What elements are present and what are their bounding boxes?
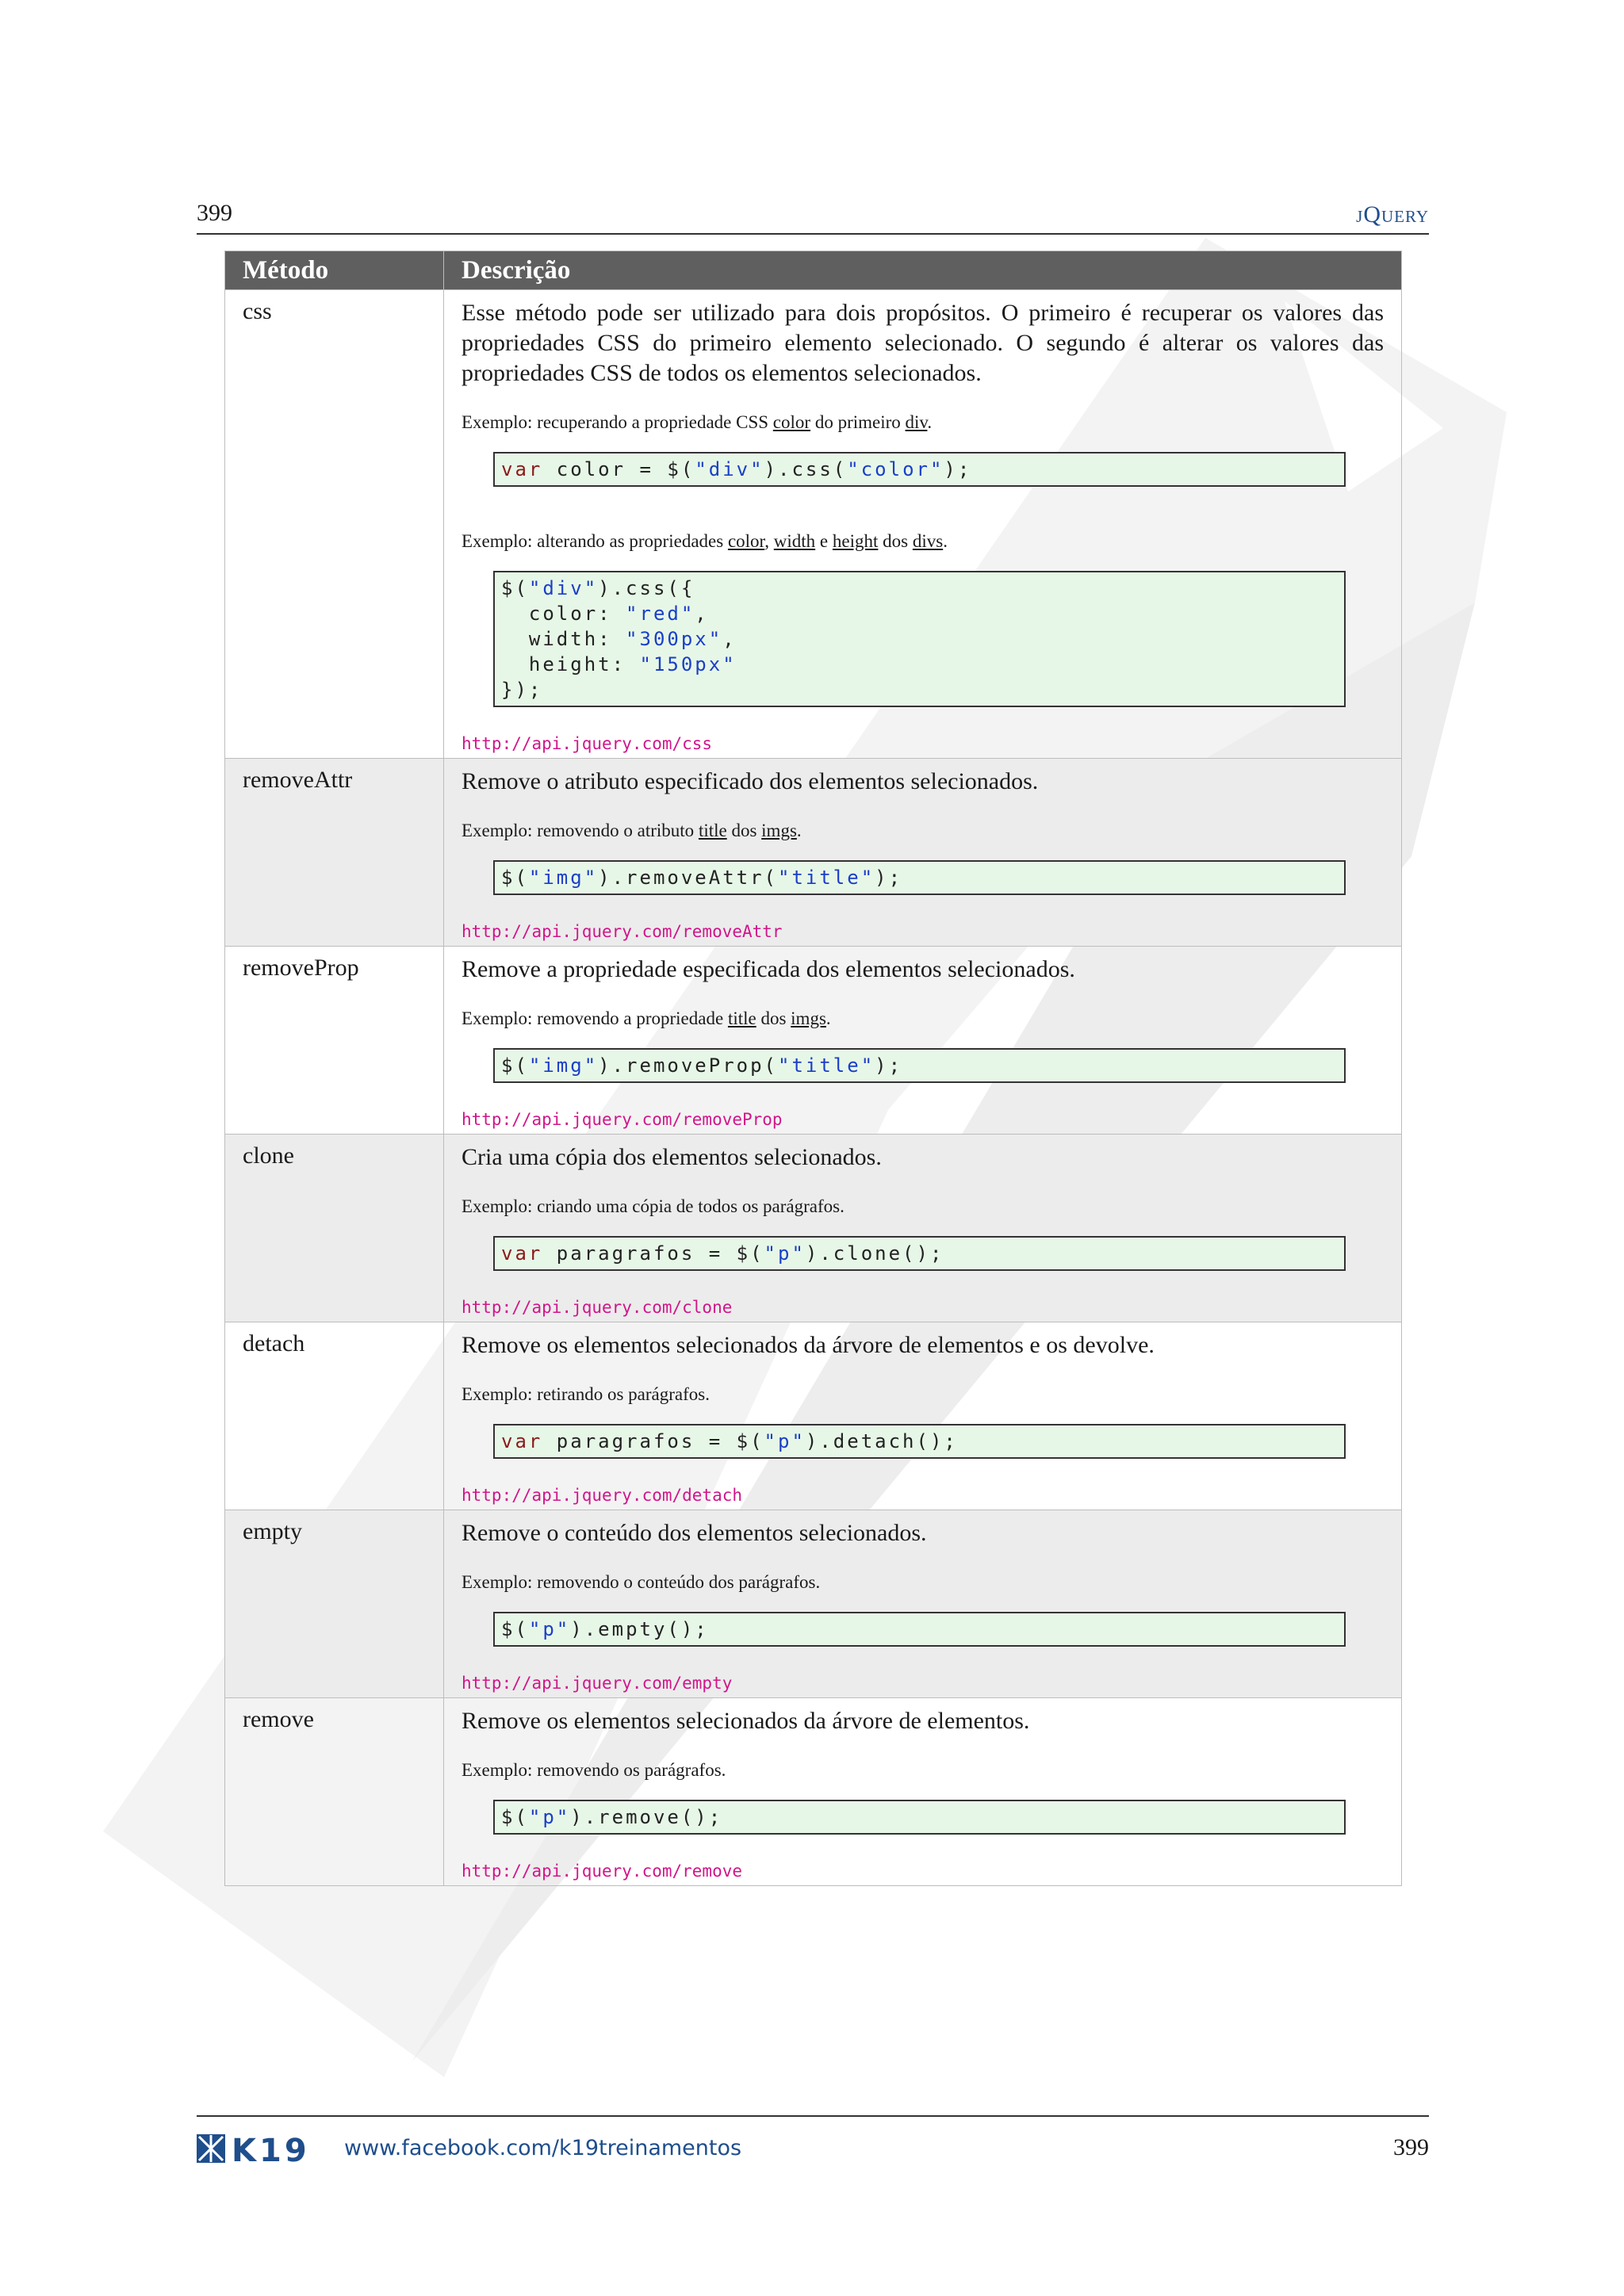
- header-page-number: 399: [197, 200, 232, 226]
- table-row: [225, 759, 1402, 947]
- svg-text:K19: K19: [232, 2133, 310, 2164]
- table-row: [225, 1698, 1402, 1886]
- example-caption: Exemplo: removendo a propriedade title dos imgs.: [462, 1008, 831, 1028]
- api-link-remove[interactable]: http://api.jquery.com/remove: [462, 1862, 743, 1881]
- method-description-cell: [444, 290, 1402, 759]
- api-link-css[interactable]: http://api.jquery.com/css: [462, 734, 713, 753]
- methods-table: [224, 251, 1402, 1886]
- api-link-clone[interactable]: http://api.jquery.com/clone: [462, 1298, 733, 1317]
- method-name: css: [225, 290, 444, 759]
- example-caption: Exemplo: alterando as propriedades color, width e height dos divs.: [462, 531, 948, 551]
- api-link-removeprop[interactable]: http://api.jquery.com/removeProp: [462, 1110, 783, 1129]
- col-header-description: Descrição: [444, 251, 1402, 290]
- code-block: $("p").remove();: [493, 1800, 1346, 1835]
- footer-facebook-link[interactable]: www.facebook.com/k19treinamentos: [344, 2136, 742, 2160]
- k19-logo: [197, 2133, 317, 2164]
- method-description-cell: [444, 1322, 1402, 1510]
- code-block: var paragrafos = $("p").clone();: [493, 1236, 1346, 1271]
- table-row: [225, 1510, 1402, 1698]
- code-block: $("p").empty();: [493, 1612, 1346, 1647]
- method-description-cell: [444, 947, 1402, 1135]
- method-description: Remove o conteúdo dos elementos selecionados.: [462, 1520, 927, 1546]
- method-description: Remove a propriedade especificada dos elementos selecionados.: [462, 956, 1075, 982]
- code-block: $("img").removeAttr("title");: [493, 860, 1346, 895]
- table-header-row: [225, 251, 1402, 290]
- method-description: Remove os elementos selecionados da árvore de elementos.: [462, 1708, 1030, 1734]
- method-name: removeAttr: [225, 759, 444, 947]
- method-description-cell: [444, 759, 1402, 947]
- method-name: detach: [225, 1322, 444, 1510]
- api-link-empty[interactable]: http://api.jquery.com/empty: [462, 1674, 733, 1693]
- chapter-title: jQuery: [1356, 201, 1429, 228]
- api-link-removeattr[interactable]: http://api.jquery.com/removeAttr: [462, 922, 783, 941]
- code-block: $("div").css({ color: "red", width: "300px", height: "150px" });: [493, 571, 1346, 707]
- api-link-detach[interactable]: http://api.jquery.com/detach: [462, 1486, 743, 1505]
- example-caption: Exemplo: recuperando a propriedade CSS color do primeiro div.: [462, 412, 933, 432]
- example-caption: Exemplo: removendo o conteúdo dos parágrafos.: [462, 1572, 821, 1592]
- example-caption: Exemplo: removendo o atributo title dos imgs.: [462, 821, 802, 840]
- table-row: [225, 1135, 1402, 1322]
- example-caption: Exemplo: retirando os parágrafos.: [462, 1384, 710, 1404]
- method-description-cell: [444, 1510, 1402, 1698]
- method-name: remove: [225, 1698, 444, 1886]
- page-header: [197, 198, 1429, 235]
- example-caption: Exemplo: criando uma cópia de todos os parágrafos.: [462, 1196, 845, 1216]
- method-description: Cria uma cópia dos elementos selecionados.: [462, 1144, 882, 1170]
- method-description: Remove o atributo especificado dos elementos selecionados.: [462, 768, 1039, 794]
- col-header-method: Método: [225, 251, 444, 290]
- method-name: removeProp: [225, 947, 444, 1135]
- code-block: $("img").removeProp("title");: [493, 1048, 1346, 1083]
- method-name: empty: [225, 1510, 444, 1698]
- example-caption: Exemplo: removendo os parágrafos.: [462, 1760, 726, 1780]
- method-description-cell: [444, 1135, 1402, 1322]
- table-row: [225, 290, 1402, 759]
- footer-page-number: 399: [1393, 2134, 1429, 2160]
- page-footer: [197, 2115, 1429, 2171]
- code-block: var paragrafos = $("p").detach();: [493, 1424, 1346, 1459]
- method-name: clone: [225, 1135, 444, 1322]
- table-row: [225, 947, 1402, 1135]
- table-row: [225, 1322, 1402, 1510]
- method-description: Remove os elementos selecionados da árvore de elementos e os devolve.: [462, 1332, 1155, 1358]
- method-description-cell: [444, 1698, 1402, 1886]
- code-block: var color = $("div").css("color");: [493, 452, 1346, 487]
- method-description: Esse método pode ser utilizado para dois propósitos. O primeiro é recuperar os valores das propriedades CSS do primeiro elemento selecionado. O segundo é alterar os valores das propriedades CSS de todos os elementos selecionados.: [462, 300, 1384, 386]
